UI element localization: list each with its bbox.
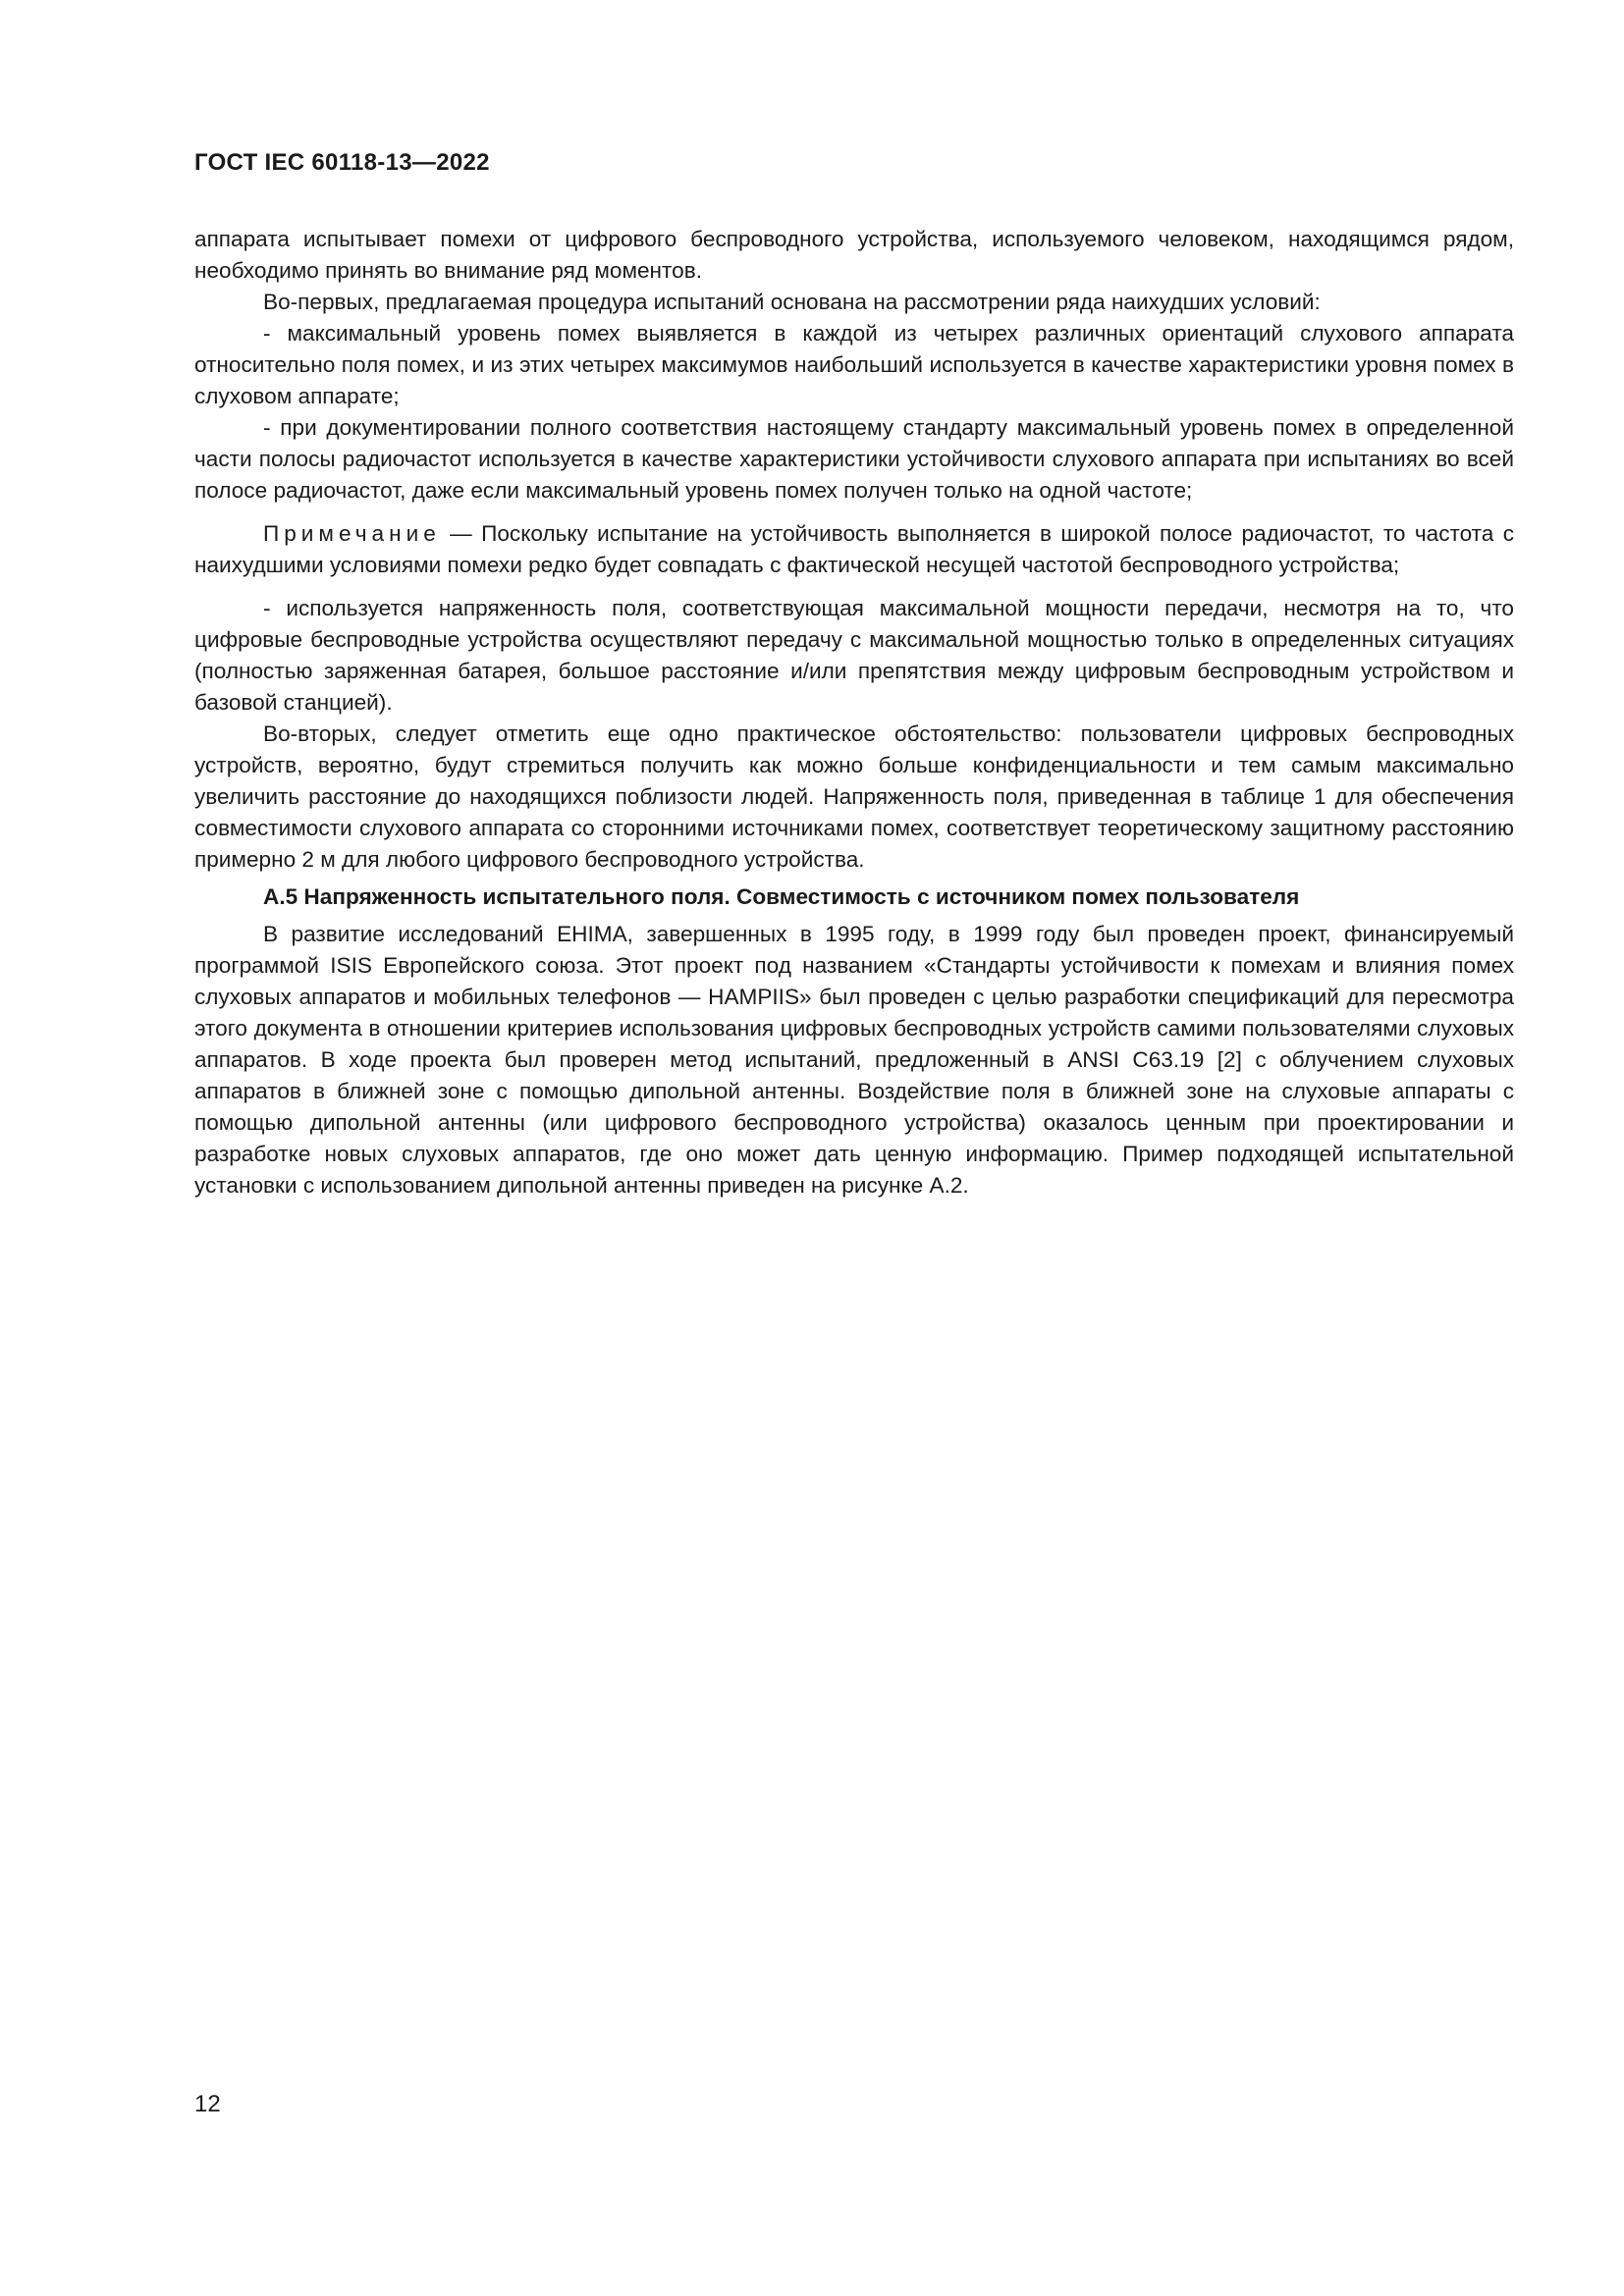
page-number: 12 — [194, 2091, 221, 2117]
paragraph-ehima: В развитие исследований EHIMA, завершенных в 1995 году, в 1999 году был проведен проект, финансируемый программой ISIS Европейского союза. Этот проект под названием «Стандарты устойчивости к помехам и влияния помех слуховых аппаратов и мобильных телефонов — HAMPIIS» был проведен с целью разработки спецификаций для пересмотра этого документа в отношении критериев использования цифровых беспроводных устройств самими пользователями слуховых аппаратов. В ходе проекта был проверен метод испытаний, предложенный в ANSI C63.19 [2] с облучением слуховых аппаратов в ближней зоне с помощью дипольной антенны. Воздействие поля в ближней зоне на слуховые аппараты с помощью дипольной антенны (или цифрового беспроводного устройства) оказалось ценным при проектировании и разработке новых слуховых аппаратов, где оно может дать ценную информацию. Пример подходящей испытательной установки с использованием дипольной антенны приведен на рисунке А.2. — [194, 922, 1514, 1198]
document-body — [194, 224, 1514, 1201]
list-item-field-strength: - используется напряженность поля, соответствующая максимальной мощности передачи, несмотря на то, что цифровые беспроводные устройства осуществляют передачу с максимальной мощностью только в определенных ситуациях (полностью заряженная батарея, большое расстояние и/или препятствия между цифровым беспроводным устройством и базовой станцией). — [194, 596, 1514, 715]
paragraph-continuation: аппарата испытывает помехи от цифрового беспроводного устройства, используемого человеком, находящимся рядом, необходимо принять во внимание ряд моментов. — [194, 227, 1514, 283]
document-header: ГОСТ IEC 60118-13—2022 — [194, 149, 490, 176]
list-item-documentation: - при документировании полного соответствия настоящему стандарту максимальный уровень помех в определенной части полосы радиочастот используется в качестве характеристики устойчивости слухового аппарата при испытаниях во всей полосе радиочастот, даже если максимальный уровень помех получен только на одной частоте; — [194, 415, 1514, 503]
section-heading-a5: А.5 Напряженность испытательного поля. Совместимость с источником помех пользователя — [263, 884, 1300, 909]
note-label: Примечание — [263, 521, 441, 546]
note-text: — Поскольку испытание на устойчивость выполняется в широкой полосе радиочастот, то частота с наихудшими условиями помехи редко будет совпадать с фактической несущей частотой беспроводного устройства; — [194, 521, 1514, 577]
note — [194, 518, 1514, 581]
list-item-max-level: - максимальный уровень помех выявляется в каждой из четырех различных ориентаций слухового аппарата относительно поля помех, и из этих четырех максимумов наибольший используется в качестве характеристики уровня помех в слуховом аппарате; — [194, 321, 1514, 408]
paragraph-firstly: Во-первых, предлагаемая процедура испытаний основана на рассмотрении ряда наихудших условий: — [263, 290, 1321, 314]
paragraph-secondly: Во-вторых, следует отметить еще одно практическое обстоятельство: пользователи цифровых беспроводных устройств, вероятно, будут стремиться получить как можно больше конфиденциальности и тем самым максимально увеличить расстояние до находящихся поблизости людей. Напряженность поля, приведенная в таблице 1 для обеспечения совместимости слухового аппарата со сторонними источниками помех, соответствует теоретическому защитному расстоянию примерно 2 м для любого цифрового беспроводного устройства. — [194, 721, 1514, 872]
